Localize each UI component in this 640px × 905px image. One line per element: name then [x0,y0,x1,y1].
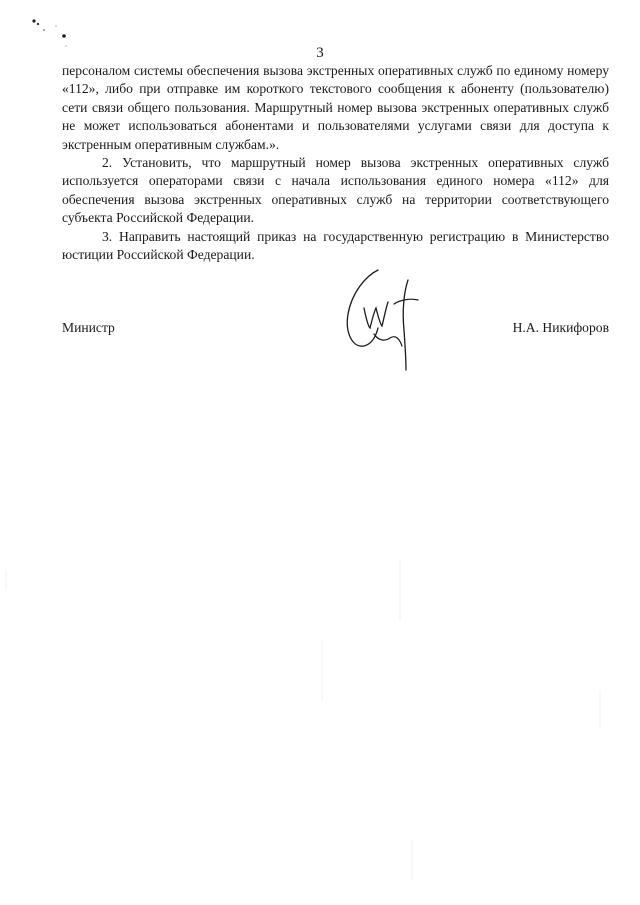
paragraph-item-3: 3. Направить настоящий приказ на государственную регистрацию в Министерство юстиции Российской Федерации. [62,228,609,263]
signer-name: Н.А. Никифоров [512,320,609,335]
signature-row [62,319,609,339]
paragraph-item-2: 2. Установить, что маршрутный номер вызова экстренных оперативных служб используется операторами связи с начала использования единого номера «112» для обеспечения вызова экстренных оперативных служб на территории соответствующего субъекта Российской Федерации. [62,155,609,226]
page-number: 3 [316,45,324,61]
document-body [62,62,609,264]
handwritten-signature [338,262,428,372]
signer-title: Министр [62,320,115,335]
paragraph-continuation: персоналом системы обеспечения вызова экстренных оперативных служб по единому номеру «112», либо при отправке им короткого текстового сообщения к абоненту (пользователю) сети связи общего пользования. Маршрутный номер вызова экстренных оперативных служб не может использоваться абонентами и пользователями услугами связи для доступа к экстренным оперативным службам.». [62,63,609,152]
